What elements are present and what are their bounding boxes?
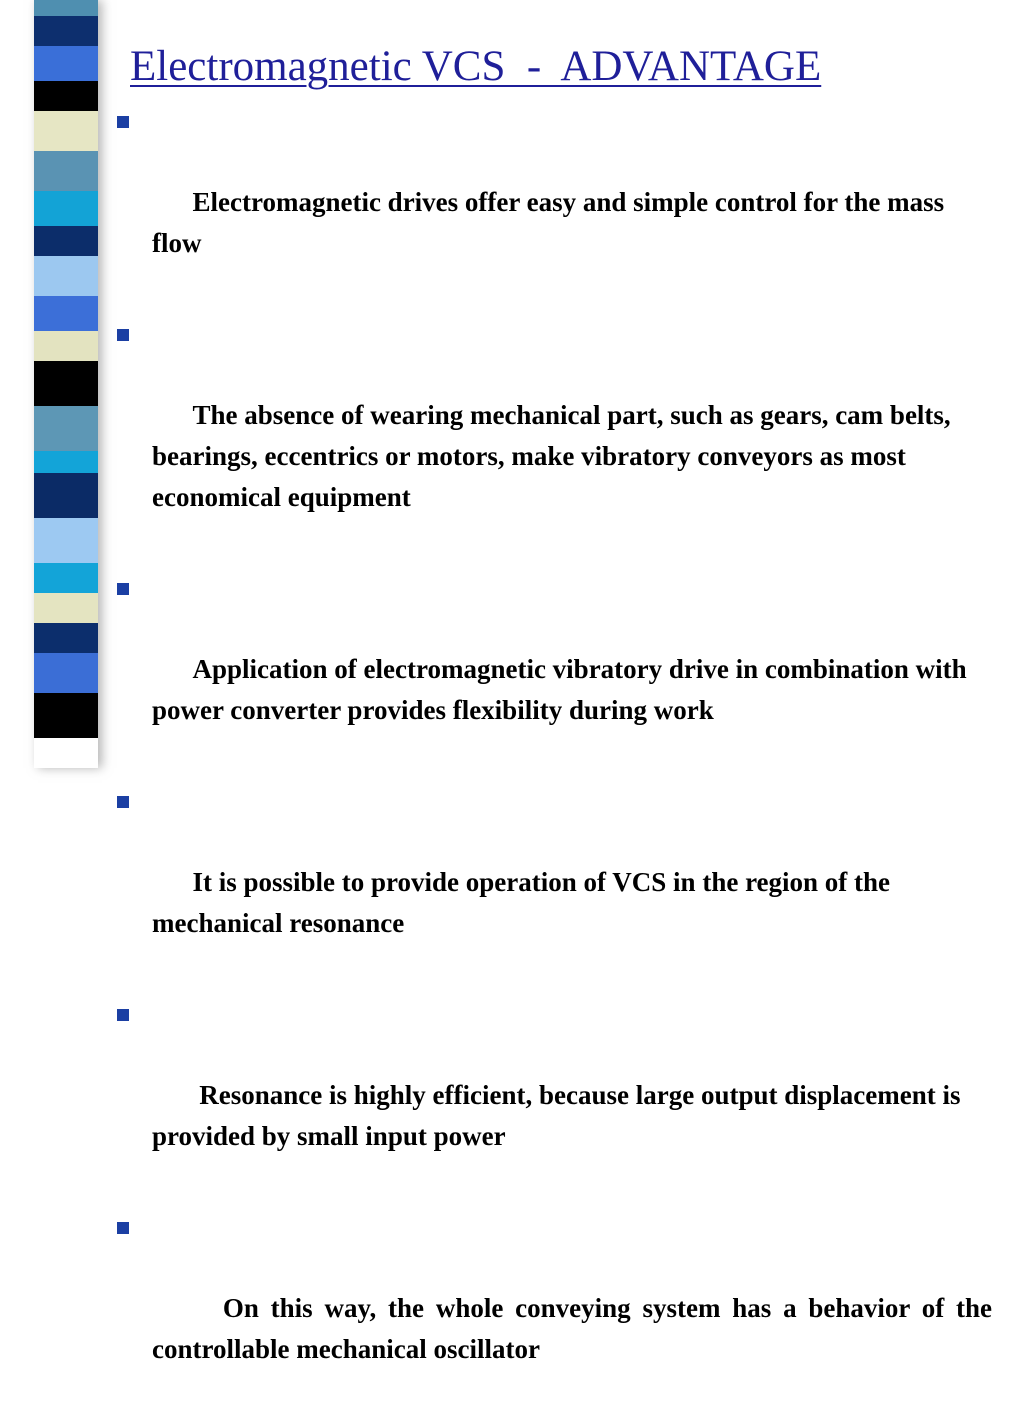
stripe — [34, 406, 98, 451]
bullet-item — [112, 313, 992, 559]
bullet-text: Resonance is highly efficient, because large output displacement is provided by small input power — [152, 1080, 968, 1151]
stripe — [34, 16, 98, 46]
bullet-item — [112, 100, 992, 305]
bullet-text: It is possible to provide operation of VCS in the region of the mechanical resonance — [152, 867, 897, 938]
square-bullet-icon — [117, 1222, 129, 1234]
square-bullet-icon — [117, 116, 129, 128]
stripe — [34, 81, 98, 111]
bullet-item — [112, 1206, 999, 1411]
bullet-text: On this way, the whole conveying system has a behavior of the controllable mechanical oscillator — [152, 1293, 999, 1364]
bullet-text: Electromagnetic drives offer easy and simple control for the mass flow — [152, 187, 951, 258]
stripe — [34, 151, 98, 191]
stripe — [34, 0, 98, 16]
square-bullet-icon — [117, 1009, 129, 1021]
stripe — [34, 191, 98, 226]
stripe — [34, 653, 98, 693]
bullet-item — [112, 993, 992, 1198]
stripe — [34, 623, 98, 653]
stripe — [34, 361, 98, 406]
decorative-stripe-bar — [34, 0, 98, 768]
stripe — [34, 226, 98, 256]
stripe — [34, 451, 98, 473]
stripe — [34, 111, 98, 151]
stripe — [34, 46, 98, 81]
stripe — [34, 693, 98, 738]
square-bullet-icon — [117, 329, 129, 341]
bullet-item — [112, 567, 992, 772]
stripe — [34, 256, 98, 296]
stripe — [34, 296, 98, 331]
bullet-item — [112, 780, 992, 985]
stripe — [34, 518, 98, 563]
stripe — [34, 331, 98, 361]
slide-title: Electromagnetic VCS - ADVANTAGE — [130, 43, 822, 90]
bullet-text: Application of electromagnetic vibratory drive in combination with power converter provides flexibility during work — [152, 654, 974, 725]
stripe — [34, 593, 98, 623]
stripe — [34, 473, 98, 518]
bullet-list — [112, 100, 999, 1419]
square-bullet-icon — [117, 583, 129, 595]
square-bullet-icon — [117, 796, 129, 808]
bullet-text: The absence of wearing mechanical part, such as gears, cam belts, bearings, eccentrics or motors, make vibratory conveyors as most economical equipment — [152, 400, 958, 512]
stripe — [34, 563, 98, 593]
